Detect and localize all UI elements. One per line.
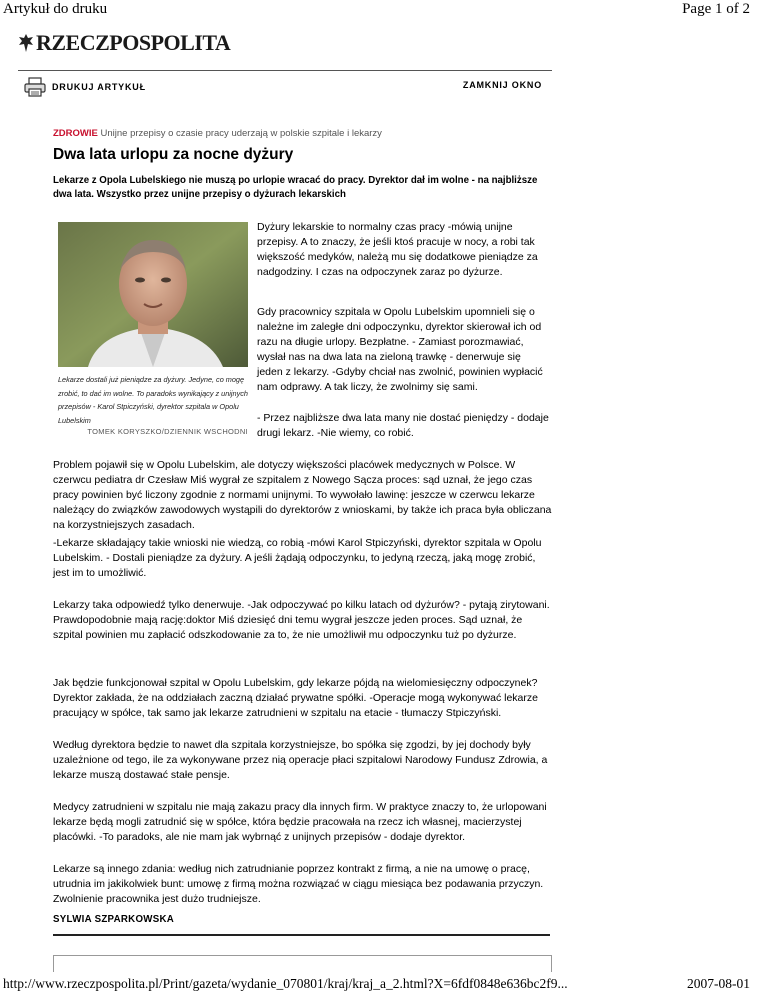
portrait-photo [58, 222, 248, 367]
footer-url: http://www.rzeczpospolita.pl/Print/gazeta/wydanie_070801/kraj/kraj_a_2.html?X=6fdf0848e636bc2f9... [3, 976, 568, 991]
printer-icon [24, 77, 46, 97]
paragraph: Problem pojawił się w Opolu Lubelskim, ale dotyczy większości placówek medycznych w Polsce. W czerwcu pediatra dr Czesław Miś wygrał ze szpitalem z Nowego Sącza proces: sąd uznał, że jego czas pracy powinien być liczony zgodnie z normami unijnymi. To wywołało lawinę: jeszcze w czerwcu lekarze należący do związków zawodowych wystąpili do dyrektorów z wnioskami, by także ich praca była obliczana na korzystniejszych zasadach. [53, 459, 552, 531]
paragraph: Dyżury lekarskie to normalny czas pracy -mówią unijne przepisy. A to znaczy, że jeśli ktoś pracuje w nocy, a robi tak większość medyków, należą mu się dodatkowe pieniądze za nadgodziny. I czas na odpoczynek zaraz po dyżurze. [257, 221, 538, 278]
print-header-page: Page 1 of 2 [682, 1, 750, 17]
paragraph: - Przez najbliższe dwa lata many nie dostać pieniędzy - dodaje drugi lekarz. -Nie wiemy, co robić. [257, 412, 549, 439]
photo-caption: Lekarze dostali już pieniądze za dyżury. Jedyne, co mogę zrobić, to dać im wolne. To paradoks wynikający z unijnych przepisów - Karol Stpiczyński, dyrektor szpitala w Opolu Lubelskim [58, 375, 248, 425]
article-headline: Dwa lata urlopu za nocne dyżury [53, 146, 294, 163]
paragraph: Medycy zatrudnieni w szpitalu nie mają zakazu pracy dla innych firm. W praktyce znaczy to, że urlopowani lekarze będą mogli zatrudnić się w spółce, która będzie pracowała na rzecz ich własnej, macierzystej placówki. -To paradoks, ale nie mam jak wybrnąć z unijnych przepisów - dodaje dyrektor. [53, 801, 547, 843]
print-article-button[interactable] [24, 77, 146, 97]
print-header-title: Artykuł do druku [3, 1, 108, 17]
photo-box [58, 222, 248, 436]
paragraph: Jak będzie funkcjonował szpital w Opolu Lubelskim, gdy lekarze pójdą na wielomiesięczny odpoczynek? Dyrektor zakłada, że na oddziałach zaczną działać prywatne spółki. -Operacje mogą wykonywać lekarze pracujący w spółce, tak samo jak lekarze zatrudnieni w szpitalu na etacie - tłumaczy Stpiczyński. [53, 677, 538, 719]
category-line [53, 128, 382, 139]
close-window-button[interactable]: ZAMKNIJ OKNO [462, 80, 542, 90]
paragraph: Gdy pracownicy szpitala w Opolu Lubelskim upomnieli się o należne im zaległe dni odpoczynku, dyrektor skierował ich od razu na długie urlopy. Bezpłatne. - Zamiast porozmawiać, wysłał nas na dwa lata na zieloną trawkę - denerwuje się jeden z lekarzy. -Gdyby chciał nas zwolnić, powinien wypłacić nam odprawy. A tak liczy, że zwolnimy się sami. [257, 306, 543, 393]
logo-text: RZECZPOSPOLITA [36, 30, 231, 55]
toolbar [18, 70, 552, 101]
paragraph: Według dyrektora będzie to nawet dla szpitala korzystniejsze, bo spółka się zgodzi, by jej dochody były uzależnione od tego, ile za wykonywane przez nią operacje płaci szpitalowi Narodowy Fundusz Zdrowia, a lekarze muszą dostawać stałe pensje. [53, 739, 548, 781]
kicker: Unijne przepisy o czasie pracy uderzają w polskie szpitale i lekarzy [100, 128, 382, 139]
author-divider [53, 934, 550, 936]
photo-credit: TOMEK KORYSZKO/DZIENNIK WSCHODNI [87, 427, 248, 436]
rzeczpospolita-logo[interactable] [18, 30, 230, 56]
print-article-label: DRUKUJ ARTYKUŁ [52, 82, 146, 92]
category-label[interactable]: ZDROWIE [53, 128, 98, 139]
print-header [0, 0, 768, 22]
eagle-logo-icon [18, 33, 34, 53]
print-footer [0, 972, 768, 994]
article-lead: Lekarze z Opola Lubelskiego nie muszą po urlopie wracać do pracy. Dyrektor dał im wolne - na najbliższe dwa lata. Wszystko przez unijne przepisy o dyżurach lekarskich [53, 175, 538, 200]
footer-date: 2007-08-01 [687, 976, 750, 991]
paragraph: -Lekarze składający takie wnioski nie wiedzą, co robią -mówi Karol Stpiczyński, dyrektor szpitala w Opolu Lubelskim. - Dostali pieniądze za dyżury. A jeśli żądają odpoczynku, to jedyną rzeczą, jaką mogę zrobić, jest im to umożliwić. [53, 537, 542, 579]
paragraph: Lekarzy taka odpowiedź tylko denerwuje. -Jak odpoczywać po kilku latach od dyżurów? - pytają zirytowani. Prawdopodobnie mają rację:doktor Miś dziesięć dni temu wygrał jeszcze jeden proces. Sąd uznał, że szpital powinien mu zapłacić odszkodowanie za to, że nie umożliwił mu odpoczynku tuż po dyżurze. [53, 599, 550, 641]
paragraph: Lekarze są innego zdania: według nich zatrudnianie poprzez kontrakt z firmą, a nie na umowę o pracę, utrudnia im jakikolwiek bunt: umowę z firmą można rozwiązać w ciągu miesiąca bez podawania przyczyn. Zwolnienie pracownika jest dużo trudniejsze. [53, 863, 544, 905]
article-author: SYLWIA SZPARKOWSKA [53, 914, 175, 925]
